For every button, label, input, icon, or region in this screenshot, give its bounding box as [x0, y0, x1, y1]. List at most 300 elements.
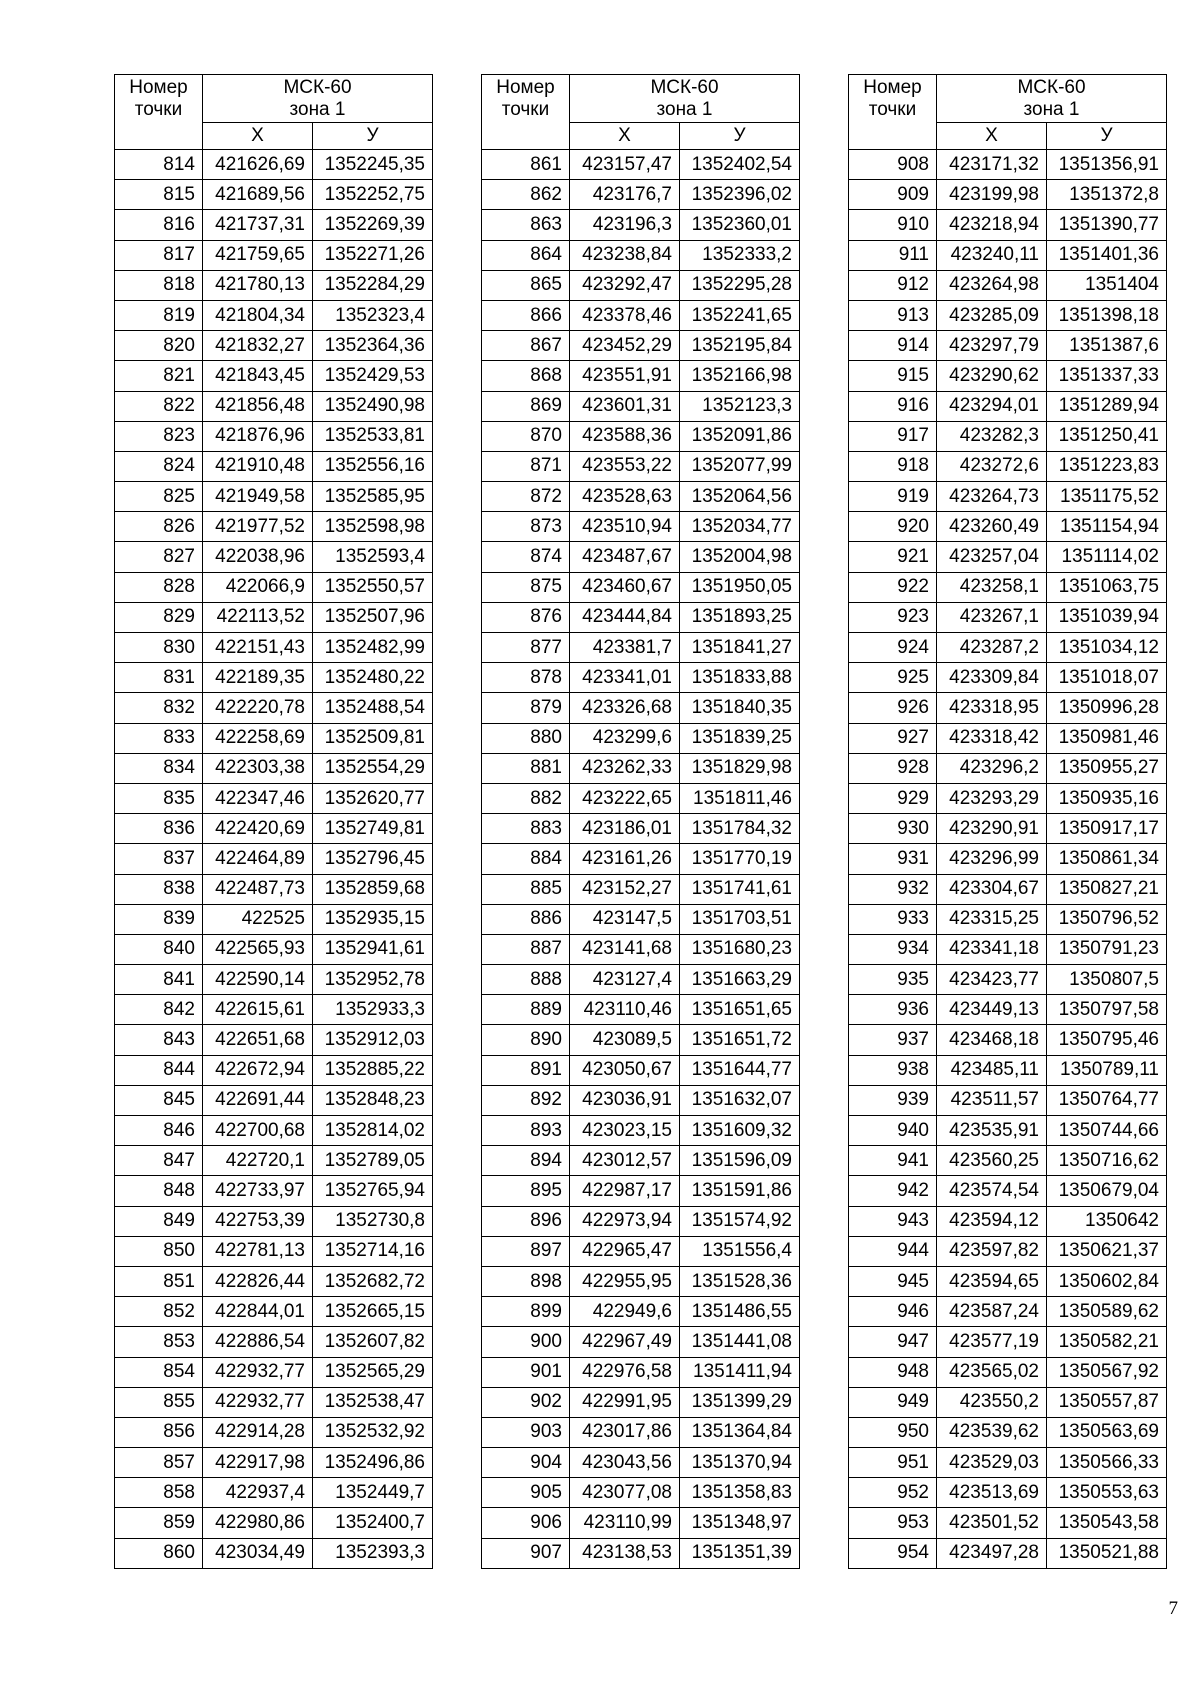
table-row	[849, 1236, 1167, 1266]
x-coordinate-cell: 421949,58	[203, 482, 313, 512]
point-number-cell: 928	[849, 753, 937, 783]
point-number-cell: 926	[849, 693, 937, 723]
point-number-cell: 907	[482, 1538, 570, 1568]
x-coordinate-cell: 423341,18	[937, 934, 1047, 964]
x-coordinate-cell: 422700,68	[203, 1116, 313, 1146]
point-number-cell: 837	[115, 844, 203, 874]
x-coordinate-cell: 422932,77	[203, 1387, 313, 1417]
y-coordinate-cell: 1350543,58	[1047, 1508, 1167, 1538]
y-coordinate-cell: 1351387,6	[1047, 331, 1167, 361]
y-coordinate-cell: 1352935,15	[313, 904, 433, 934]
y-coordinate-cell: 1352730,8	[313, 1206, 433, 1236]
point-number-cell: 830	[115, 633, 203, 663]
y-coordinate-cell: 1350955,27	[1047, 753, 1167, 783]
y-coordinate-cell: 1350917,17	[1047, 814, 1167, 844]
table-row	[849, 602, 1167, 632]
table-row	[482, 1236, 800, 1266]
table-row	[482, 1176, 800, 1206]
point-number-cell: 937	[849, 1025, 937, 1055]
y-coordinate-cell: 1352245,35	[313, 150, 433, 180]
table-row	[115, 1176, 433, 1206]
y-coordinate-cell: 1351486,55	[680, 1297, 800, 1327]
x-coordinate-cell: 423511,57	[937, 1085, 1047, 1115]
point-number-cell: 920	[849, 512, 937, 542]
y-coordinate-cell: 1352814,02	[313, 1116, 433, 1146]
point-number-cell: 880	[482, 723, 570, 753]
table-row	[115, 934, 433, 964]
point-number-cell: 953	[849, 1508, 937, 1538]
table-row	[849, 1146, 1167, 1176]
table-row	[849, 391, 1167, 421]
y-coordinate-cell: 1352284,29	[313, 270, 433, 300]
table-row	[115, 542, 433, 572]
x-column-header: X	[570, 123, 680, 150]
x-coordinate-cell: 423588,36	[570, 421, 680, 451]
y-coordinate-cell: 1351337,33	[1047, 361, 1167, 391]
y-coordinate-cell: 1352252,75	[313, 180, 433, 210]
x-coordinate-cell: 423597,82	[937, 1236, 1047, 1266]
x-coordinate-cell: 423267,1	[937, 602, 1047, 632]
table-row	[482, 1448, 800, 1478]
table-row	[482, 874, 800, 904]
point-number-cell: 826	[115, 512, 203, 542]
x-coordinate-cell: 421910,48	[203, 451, 313, 481]
x-coordinate-cell: 423497,28	[937, 1538, 1047, 1568]
y-coordinate-cell: 1352091,86	[680, 421, 800, 451]
y-coordinate-cell: 1351833,88	[680, 663, 800, 693]
x-coordinate-cell: 423513,69	[937, 1478, 1047, 1508]
table-row	[115, 1538, 433, 1568]
table-row	[115, 1116, 433, 1146]
x-coordinate-cell: 422347,46	[203, 783, 313, 813]
point-number-cell: 821	[115, 361, 203, 391]
point-number-cell: 857	[115, 1448, 203, 1478]
y-coordinate-cell: 1351651,65	[680, 995, 800, 1025]
point-number-cell: 822	[115, 391, 203, 421]
table-row	[115, 633, 433, 663]
y-coordinate-cell: 1352064,56	[680, 482, 800, 512]
point-number-cell: 891	[482, 1055, 570, 1085]
table-row	[482, 1266, 800, 1296]
table-row	[482, 1478, 800, 1508]
x-coordinate-cell: 423222,65	[570, 783, 680, 813]
point-number-cell: 846	[115, 1116, 203, 1146]
x-coordinate-cell: 423468,18	[937, 1025, 1047, 1055]
x-coordinate-cell: 423553,22	[570, 451, 680, 481]
y-coordinate-cell: 1350764,77	[1047, 1085, 1167, 1115]
x-coordinate-cell: 423293,29	[937, 783, 1047, 813]
table-row	[849, 1297, 1167, 1327]
point-number-cell: 895	[482, 1176, 570, 1206]
x-coordinate-cell: 423529,03	[937, 1448, 1047, 1478]
x-coordinate-cell: 423528,63	[570, 482, 680, 512]
point-number-header: Номер точки	[115, 75, 203, 150]
point-number-cell: 840	[115, 934, 203, 964]
point-number-cell: 874	[482, 542, 570, 572]
y-column-header: У	[680, 123, 800, 150]
table-row	[849, 965, 1167, 995]
table-row	[115, 1266, 433, 1296]
x-coordinate-cell: 423218,94	[937, 210, 1047, 240]
point-number-cell: 852	[115, 1297, 203, 1327]
point-number-cell: 817	[115, 240, 203, 270]
x-coordinate-cell: 423290,62	[937, 361, 1047, 391]
point-number-cell: 849	[115, 1206, 203, 1236]
point-number-cell: 888	[482, 965, 570, 995]
table-row	[482, 723, 800, 753]
x-coordinate-cell: 422980,86	[203, 1508, 313, 1538]
table-row	[482, 995, 800, 1025]
x-coordinate-cell: 423318,42	[937, 723, 1047, 753]
x-coordinate-cell: 423501,52	[937, 1508, 1047, 1538]
point-number-cell: 905	[482, 1478, 570, 1508]
point-number-cell: 945	[849, 1266, 937, 1296]
x-coordinate-cell: 423262,33	[570, 753, 680, 783]
y-coordinate-cell: 1350861,34	[1047, 844, 1167, 874]
table-row	[849, 542, 1167, 572]
table-row	[849, 783, 1167, 813]
point-number-header: Номер точки	[849, 75, 937, 150]
y-coordinate-cell: 1350789,11	[1047, 1055, 1167, 1085]
y-coordinate-cell: 1352295,28	[680, 270, 800, 300]
y-coordinate-cell: 1352490,98	[313, 391, 433, 421]
y-coordinate-cell: 1351644,77	[680, 1055, 800, 1085]
x-coordinate-cell: 422781,13	[203, 1236, 313, 1266]
x-coordinate-cell: 423240,11	[937, 240, 1047, 270]
point-number-cell: 897	[482, 1236, 570, 1266]
y-coordinate-cell: 1350566,33	[1047, 1448, 1167, 1478]
table-row	[849, 1327, 1167, 1357]
x-coordinate-cell: 422937,4	[203, 1478, 313, 1508]
x-coordinate-cell: 423560,25	[937, 1146, 1047, 1176]
point-number-cell: 834	[115, 753, 203, 783]
point-number-cell: 947	[849, 1327, 937, 1357]
x-coordinate-cell: 423176,7	[570, 180, 680, 210]
y-coordinate-cell: 1352480,22	[313, 663, 433, 693]
table-row	[115, 150, 433, 180]
table-row	[849, 270, 1167, 300]
y-coordinate-cell: 1352360,01	[680, 210, 800, 240]
y-coordinate-cell: 1351370,94	[680, 1448, 800, 1478]
point-number-cell: 815	[115, 180, 203, 210]
table-row	[115, 904, 433, 934]
x-coordinate-cell: 422038,96	[203, 542, 313, 572]
y-coordinate-cell: 1351034,12	[1047, 633, 1167, 663]
point-number-cell: 868	[482, 361, 570, 391]
y-coordinate-cell: 1351574,92	[680, 1206, 800, 1236]
x-column-header: X	[937, 123, 1047, 150]
y-coordinate-cell: 1351372,8	[1047, 180, 1167, 210]
x-coordinate-cell: 423539,62	[937, 1417, 1047, 1447]
table-row	[482, 1116, 800, 1146]
x-coordinate-cell: 422691,44	[203, 1085, 313, 1115]
y-coordinate-cell: 1352482,99	[313, 633, 433, 663]
point-number-cell: 919	[849, 482, 937, 512]
table-row	[482, 1387, 800, 1417]
x-coordinate-cell: 423423,77	[937, 965, 1047, 995]
y-coordinate-cell: 1350602,84	[1047, 1266, 1167, 1296]
x-coordinate-cell: 422189,35	[203, 663, 313, 693]
point-number-cell: 936	[849, 995, 937, 1025]
table-row	[115, 1387, 433, 1417]
x-coordinate-cell: 422303,38	[203, 753, 313, 783]
y-coordinate-cell: 1351841,27	[680, 633, 800, 663]
point-number-cell: 829	[115, 602, 203, 632]
page-number: 7	[1168, 1598, 1178, 1619]
y-coordinate-cell: 1350981,46	[1047, 723, 1167, 753]
table-row	[849, 1025, 1167, 1055]
table-row	[849, 633, 1167, 663]
table-row	[482, 240, 800, 270]
x-coordinate-cell: 422733,97	[203, 1176, 313, 1206]
y-coordinate-cell: 1350642	[1047, 1206, 1167, 1236]
point-number-cell: 886	[482, 904, 570, 934]
y-coordinate-cell: 1352241,65	[680, 300, 800, 330]
x-coordinate-cell: 423309,84	[937, 663, 1047, 693]
point-number-cell: 841	[115, 965, 203, 995]
y-coordinate-cell: 1352393,3	[313, 1538, 433, 1568]
y-coordinate-cell: 1351364,84	[680, 1417, 800, 1447]
table-row	[482, 1146, 800, 1176]
x-coordinate-cell: 423186,01	[570, 814, 680, 844]
y-coordinate-cell: 1350567,92	[1047, 1357, 1167, 1387]
point-number-cell: 912	[849, 270, 937, 300]
y-coordinate-cell: 1350744,66	[1047, 1116, 1167, 1146]
point-number-cell: 850	[115, 1236, 203, 1266]
y-coordinate-cell: 1352123,3	[680, 391, 800, 421]
point-number-cell: 838	[115, 874, 203, 904]
y-coordinate-cell: 1352565,29	[313, 1357, 433, 1387]
x-coordinate-cell: 422615,61	[203, 995, 313, 1025]
y-coordinate-cell: 1351401,36	[1047, 240, 1167, 270]
point-number-cell: 843	[115, 1025, 203, 1055]
y-coordinate-cell: 1352509,81	[313, 723, 433, 753]
x-coordinate-cell: 422066,9	[203, 572, 313, 602]
x-coordinate-cell: 423023,15	[570, 1116, 680, 1146]
table-row	[849, 451, 1167, 481]
y-coordinate-cell: 1351839,25	[680, 723, 800, 753]
point-number-cell: 820	[115, 331, 203, 361]
x-coordinate-cell: 423299,6	[570, 723, 680, 753]
table-row	[849, 1266, 1167, 1296]
table-row	[115, 1357, 433, 1387]
point-number-cell: 917	[849, 421, 937, 451]
table-row	[849, 723, 1167, 753]
table-row	[115, 482, 433, 512]
y-coordinate-cell: 1351175,52	[1047, 482, 1167, 512]
table-row	[849, 300, 1167, 330]
table-row	[482, 1327, 800, 1357]
y-coordinate-cell: 1351154,94	[1047, 512, 1167, 542]
point-number-cell: 853	[115, 1327, 203, 1357]
point-number-cell: 954	[849, 1538, 937, 1568]
x-coordinate-cell: 423161,26	[570, 844, 680, 874]
point-number-cell: 943	[849, 1206, 937, 1236]
table-row	[115, 1025, 433, 1055]
point-number-cell: 915	[849, 361, 937, 391]
x-coordinate-cell: 422420,69	[203, 814, 313, 844]
point-number-cell: 910	[849, 210, 937, 240]
y-coordinate-cell: 1352333,2	[680, 240, 800, 270]
x-coordinate-cell: 423152,27	[570, 874, 680, 904]
x-coordinate-cell: 421759,65	[203, 240, 313, 270]
x-coordinate-cell: 423257,04	[937, 542, 1047, 572]
point-number-cell: 847	[115, 1146, 203, 1176]
x-coordinate-cell: 423272,6	[937, 451, 1047, 481]
point-number-cell: 872	[482, 482, 570, 512]
table-row	[115, 421, 433, 451]
point-number-cell: 871	[482, 451, 570, 481]
x-coordinate-cell: 423238,84	[570, 240, 680, 270]
y-coordinate-cell: 1350791,23	[1047, 934, 1167, 964]
point-number-cell: 823	[115, 421, 203, 451]
y-coordinate-cell: 1352402,54	[680, 150, 800, 180]
y-coordinate-cell: 1351893,25	[680, 602, 800, 632]
point-number-cell: 876	[482, 602, 570, 632]
point-number-cell: 848	[115, 1176, 203, 1206]
x-coordinate-cell: 421737,31	[203, 210, 313, 240]
point-number-cell: 870	[482, 421, 570, 451]
y-coordinate-cell: 1352796,45	[313, 844, 433, 874]
y-coordinate-cell: 1352532,92	[313, 1417, 433, 1447]
y-coordinate-cell: 1351770,19	[680, 844, 800, 874]
x-coordinate-cell: 422151,43	[203, 633, 313, 663]
point-number-cell: 903	[482, 1417, 570, 1447]
point-number-cell: 836	[115, 814, 203, 844]
point-number-cell: 931	[849, 844, 937, 874]
y-coordinate-cell: 1351356,91	[1047, 150, 1167, 180]
y-coordinate-cell: 1352077,99	[680, 451, 800, 481]
y-coordinate-cell: 1352550,57	[313, 572, 433, 602]
y-coordinate-cell: 1352556,16	[313, 451, 433, 481]
table-row	[482, 421, 800, 451]
x-coordinate-cell: 423577,19	[937, 1327, 1047, 1357]
coordinates-table-3	[848, 74, 1167, 1569]
x-coordinate-cell: 421780,13	[203, 270, 313, 300]
point-number-cell: 941	[849, 1146, 937, 1176]
y-coordinate-cell: 1350827,21	[1047, 874, 1167, 904]
table-row	[115, 844, 433, 874]
y-coordinate-cell: 1351651,72	[680, 1025, 800, 1055]
y-coordinate-cell: 1351663,29	[680, 965, 800, 995]
y-coordinate-cell: 1352488,54	[313, 693, 433, 723]
point-number-cell: 934	[849, 934, 937, 964]
point-number-cell: 819	[115, 300, 203, 330]
x-coordinate-cell: 422258,69	[203, 723, 313, 753]
point-number-cell: 887	[482, 934, 570, 964]
table-row	[482, 210, 800, 240]
table-row	[482, 391, 800, 421]
y-coordinate-cell: 1351358,83	[680, 1478, 800, 1508]
point-number-cell: 875	[482, 572, 570, 602]
table-row	[115, 995, 433, 1025]
table-row	[849, 421, 1167, 451]
point-number-cell: 858	[115, 1478, 203, 1508]
table-row	[849, 361, 1167, 391]
point-number-cell: 922	[849, 572, 937, 602]
point-number-cell: 918	[849, 451, 937, 481]
x-coordinate-cell: 421977,52	[203, 512, 313, 542]
x-coordinate-cell: 423141,68	[570, 934, 680, 964]
table-row	[482, 1206, 800, 1236]
y-coordinate-cell: 1352004,98	[680, 542, 800, 572]
table-row	[849, 1176, 1167, 1206]
x-coordinate-cell: 422525	[203, 904, 313, 934]
table-row	[115, 1478, 433, 1508]
x-coordinate-cell: 422949,6	[570, 1297, 680, 1327]
point-number-cell: 890	[482, 1025, 570, 1055]
x-coordinate-cell: 423199,98	[937, 180, 1047, 210]
y-coordinate-cell: 1350796,52	[1047, 904, 1167, 934]
y-coordinate-cell: 1351399,29	[680, 1387, 800, 1417]
y-coordinate-cell: 1352665,15	[313, 1297, 433, 1327]
x-coordinate-cell: 422955,95	[570, 1266, 680, 1296]
y-coordinate-cell: 1350557,87	[1047, 1387, 1167, 1417]
table-row	[115, 1417, 433, 1447]
y-coordinate-cell: 1351351,39	[680, 1538, 800, 1568]
point-number-cell: 935	[849, 965, 937, 995]
y-coordinate-cell: 1351114,02	[1047, 542, 1167, 572]
x-coordinate-cell: 423452,29	[570, 331, 680, 361]
point-number-cell: 869	[482, 391, 570, 421]
point-number-header: Номер точки	[482, 75, 570, 150]
point-number-cell: 902	[482, 1387, 570, 1417]
y-coordinate-cell: 1351829,98	[680, 753, 800, 783]
table-row	[115, 874, 433, 904]
y-coordinate-cell: 1351811,46	[680, 783, 800, 813]
x-coordinate-cell: 421856,48	[203, 391, 313, 421]
point-number-cell: 942	[849, 1176, 937, 1206]
x-coordinate-cell: 423264,98	[937, 270, 1047, 300]
y-coordinate-cell: 1351289,94	[1047, 391, 1167, 421]
y-coordinate-cell: 1351063,75	[1047, 572, 1167, 602]
point-number-cell: 865	[482, 270, 570, 300]
table-row	[482, 783, 800, 813]
y-coordinate-cell: 1351039,94	[1047, 602, 1167, 632]
y-coordinate-cell: 1352538,47	[313, 1387, 433, 1417]
y-coordinate-cell: 1352034,77	[680, 512, 800, 542]
point-number-cell: 927	[849, 723, 937, 753]
table-row	[115, 1236, 433, 1266]
x-coordinate-cell: 422886,54	[203, 1327, 313, 1357]
y-coordinate-cell: 1350521,88	[1047, 1538, 1167, 1568]
y-coordinate-cell: 1350807,5	[1047, 965, 1167, 995]
y-coordinate-cell: 1350589,62	[1047, 1297, 1167, 1327]
x-coordinate-cell: 423449,13	[937, 995, 1047, 1025]
table-row	[482, 1357, 800, 1387]
y-coordinate-cell: 1351018,07	[1047, 663, 1167, 693]
y-coordinate-cell: 1352400,7	[313, 1508, 433, 1538]
table-row	[115, 210, 433, 240]
table-row	[115, 300, 433, 330]
table-row	[482, 1085, 800, 1115]
y-coordinate-cell: 1350563,69	[1047, 1417, 1167, 1447]
x-coordinate-cell: 423050,67	[570, 1055, 680, 1085]
x-coordinate-cell: 423510,94	[570, 512, 680, 542]
y-coordinate-cell: 1352396,02	[680, 180, 800, 210]
table-row	[115, 723, 433, 753]
x-coordinate-cell: 423341,01	[570, 663, 680, 693]
table-row	[482, 1025, 800, 1055]
point-number-cell: 921	[849, 542, 937, 572]
point-number-cell: 904	[482, 1448, 570, 1478]
x-coordinate-cell: 423043,56	[570, 1448, 680, 1478]
point-number-cell: 900	[482, 1327, 570, 1357]
x-coordinate-cell: 423110,99	[570, 1508, 680, 1538]
x-coordinate-cell: 423282,3	[937, 421, 1047, 451]
y-coordinate-cell: 1352952,78	[313, 965, 433, 995]
table-row	[482, 633, 800, 663]
